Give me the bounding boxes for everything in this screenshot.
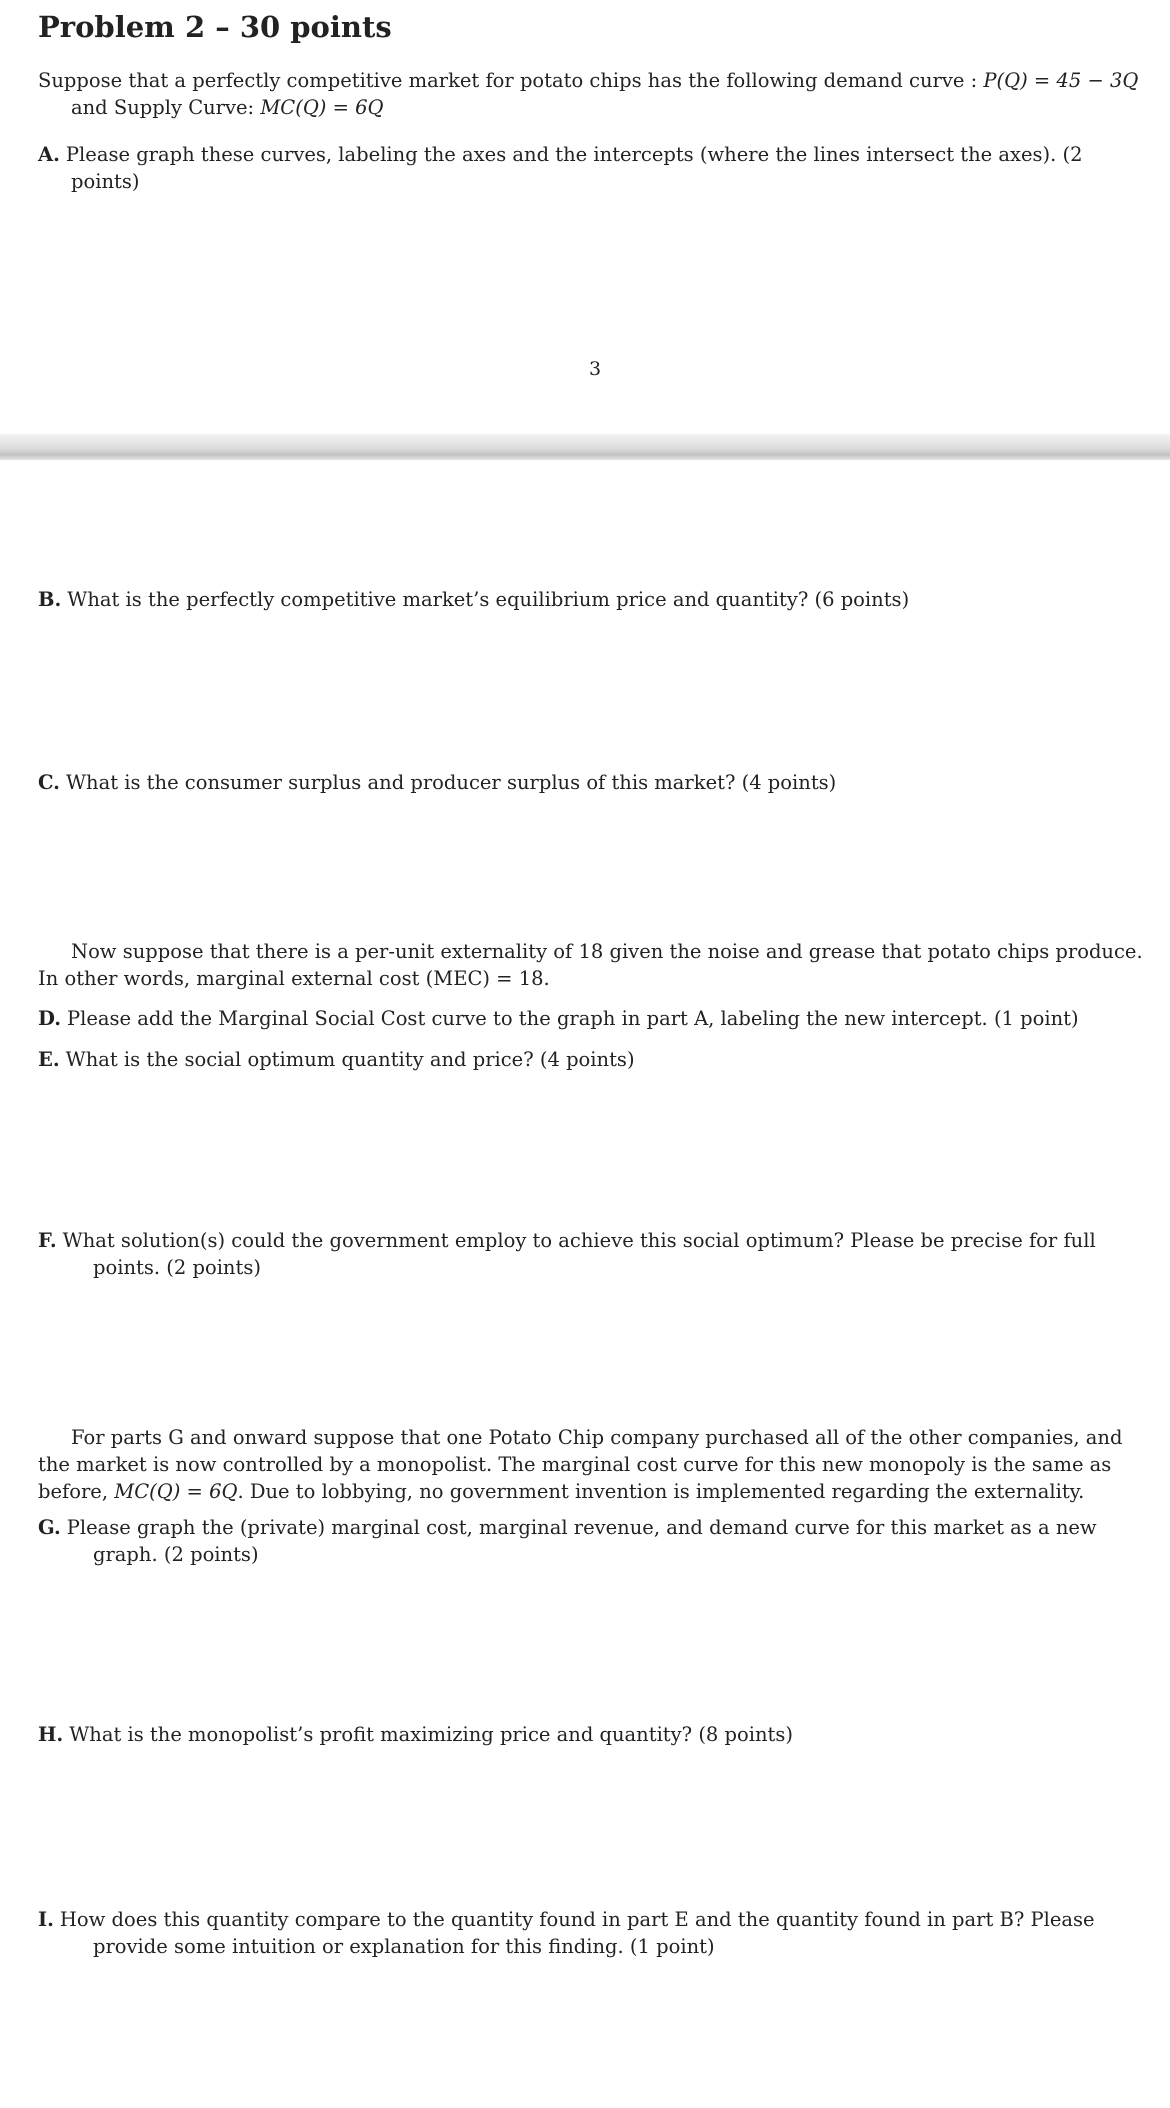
question-d	[38, 1005, 1152, 1032]
monopoly-post: . Due to lobbying, no government invention is implemented regarding the externality.	[237, 1480, 1085, 1503]
question-i-label: I.	[38, 1908, 54, 1931]
supply-equation: MC(Q) = 6Q	[260, 96, 384, 119]
question-e	[38, 1046, 1152, 1073]
question-i-text: How does this quantity compare to the quantity found in part E and the quantity found in part B? Please provide some intuition or explanation for this finding. (1 point)	[59, 1908, 1095, 1958]
demand-equation: P(Q) = 45 − 3Q	[983, 69, 1139, 92]
question-d-text: Please add the Marginal Social Cost curve to the graph in part A, labeling the new intercept. (1 point)	[67, 1007, 1079, 1030]
question-f-label: F.	[38, 1229, 57, 1252]
question-h	[38, 1721, 1152, 1748]
question-i	[38, 1906, 1152, 1960]
monopoly-paragraph	[38, 1424, 1152, 1505]
question-g-text: Please graph the (private) marginal cost, marginal revenue, and demand curve for this market as a new graph. (2 points)	[66, 1516, 1097, 1566]
question-c	[38, 769, 1152, 796]
intro-mid: and Supply Curve:	[71, 96, 261, 119]
question-a-text: Please graph these curves, labeling the axes and the intercepts (where the lines intersect the axes). (2 points)	[65, 143, 1083, 193]
question-d-label: D.	[38, 1007, 62, 1030]
problem-title: Problem 2 – 30 points	[38, 10, 392, 44]
question-c-label: C.	[38, 771, 60, 794]
question-h-text: What is the monopolist’s profit maximizing price and quantity? (8 points)	[69, 1723, 793, 1746]
question-e-label: E.	[38, 1048, 60, 1071]
externality-paragraph: Now suppose that there is a per-unit externality of 18 given the noise and grease that potato chips produce. In other words, marginal external cost (MEC) = 18.	[38, 940, 1143, 990]
monopoly-equation: MC(Q) = 6Q	[114, 1480, 238, 1503]
question-f	[38, 1227, 1152, 1281]
question-b	[38, 586, 1152, 613]
page-divider	[0, 434, 1170, 460]
question-a	[38, 141, 1152, 195]
page-number: 3	[588, 358, 602, 380]
question-a-label: A.	[38, 143, 60, 166]
question-e-text: What is the social optimum quantity and price? (4 points)	[65, 1048, 635, 1071]
intro-pre: Suppose that a perfectly competitive market for potato chips has the following demand curve :	[38, 69, 984, 92]
monopoly-pre: For parts G and onward suppose that one Potato Chip company purchased all of the other companies, and the market is now controlled by a monopolist. The marginal cost curve for this new monopoly is the same as before,	[38, 1426, 1123, 1503]
question-c-text: What is the consumer surplus and producer surplus of this market? (4 points)	[65, 771, 837, 794]
question-f-text: What solution(s) could the government employ to achieve this social optimum? Please be precise for full points. (2 points)	[62, 1229, 1096, 1279]
intro-paragraph	[38, 67, 1152, 121]
question-h-label: H.	[38, 1723, 64, 1746]
question-g-label: G.	[38, 1516, 61, 1539]
question-g	[38, 1514, 1152, 1568]
question-b-text: What is the perfectly competitive market’s equilibrium price and quantity? (6 points)	[67, 588, 910, 611]
question-b-label: B.	[38, 588, 62, 611]
